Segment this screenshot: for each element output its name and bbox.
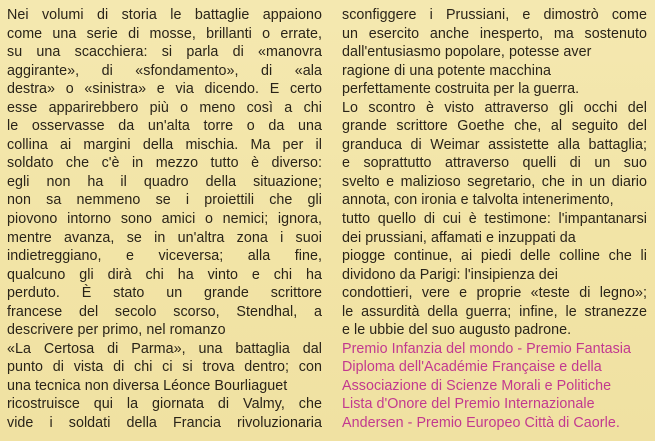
text-line: soldato che c'è in mezzo tutto è diverso: [7, 155, 322, 172]
text-line: francese del secolo scorso, Stendhal, a [7, 303, 322, 320]
text-line: piogge continue, ai piedi delle colline che li [342, 248, 647, 265]
text-line: descrivere per primo, nel romanzo [7, 322, 226, 339]
text-line: un esercito anche inesperto, ma sostenuto [342, 25, 647, 42]
text-line: ricostruisce qui la giornata di Valmy, che [7, 396, 322, 413]
text-line: aggirante», di «sfondamento», di «ala [7, 62, 322, 79]
text-line: egli non ha il quadro della situazione; [7, 173, 322, 190]
text-line: Nei volumi di storia le battaglie appaiono [7, 7, 322, 23]
text-line: condottieri, vere e proprie «teste di legno»; [342, 285, 647, 302]
text-line: e soprattutto attraverso quelli di un suo [342, 155, 647, 172]
text-line: e le ubbie del suo augusto padrone. [342, 322, 572, 339]
text-line: mentre avanza, se in un'altra zona i suoi [7, 229, 322, 246]
text-line: dividono da Parigi: l'insipienza dei [342, 266, 558, 283]
text-line: piovono intorno sono amici o nemici; ignora, [7, 211, 322, 228]
text-line: perduto. È stato un grande scrittore [7, 285, 322, 302]
text-line: dei prussiani, affamati e inzuppati da [342, 229, 576, 246]
text-line: grande scrittore Goethe che, al seguito del [342, 118, 647, 135]
text-line: svelto e malizioso segretario, che in un diario [342, 173, 647, 190]
text-line: su una scacchiera: si parla di «manovra [7, 44, 322, 61]
text-line: vide i soldati della Francia rivoluzionaria [7, 415, 322, 432]
award-line: Diploma dell'Académie Française e della [342, 359, 602, 376]
text-line: ragione di una potente macchina [342, 62, 552, 79]
text-line: esse apparirebbero più o meno così a chi [7, 99, 322, 116]
text-line: granduca di Weimar assistette alla battaglia; [342, 136, 647, 153]
text-line: collina ai margini della mischia. Ma per il [7, 136, 322, 153]
award-line: Premio Infanzia del mondo - Premio Fantasia [342, 340, 632, 357]
text-line: punto di vista di chi ci si trova dentro; con [7, 359, 322, 376]
right-text-column [342, 6, 647, 433]
text-line: le osservasse da un'alta torre o da una [7, 118, 322, 135]
award-line: Andersen - Premio Europeo Città di Caorle. [342, 415, 620, 432]
text-line: le assurdità della guerra; infine, le stranezze [342, 303, 647, 320]
text-line: qualcuno gli dirà chi ha vinto e chi ha [7, 266, 322, 283]
text-line: indietreggiano, e viceversa; alla fine, [7, 248, 322, 265]
text-line: «La Certosa di Parma», una battaglia dal [7, 340, 322, 357]
left-text-column [7, 6, 322, 433]
award-line: Associazione di Scienze Morali e Politiche [342, 377, 612, 394]
text-line: sconfiggere i Prussiani, e dimostrò come [342, 7, 647, 23]
text-line: dall'entusiasmo popolare, potesse aver [342, 44, 592, 61]
award-line: Lista d'Onore del Premio Internazionale [342, 396, 595, 413]
text-line: tutto quello di cui è testimone: l'impantanarsi [342, 211, 647, 228]
text-line: annota, con ironia e talvolta intenerimento, [342, 192, 614, 209]
text-line: come una serie di mosse, brillanti o errate, [7, 25, 322, 42]
text-line: destra» o «sinistra» e via dicendo. E certo [7, 81, 322, 98]
text-line: perfettamente costruita per la guerra. [342, 81, 580, 98]
text-line: non sa nemmeno se i proiettili che gli [7, 192, 322, 209]
text-line: una tecnica non diversa Léonce Bourliaguet [7, 377, 288, 394]
text-line: Lo scontro è visto attraverso gli occhi del [342, 99, 647, 116]
awards-list [342, 340, 647, 433]
